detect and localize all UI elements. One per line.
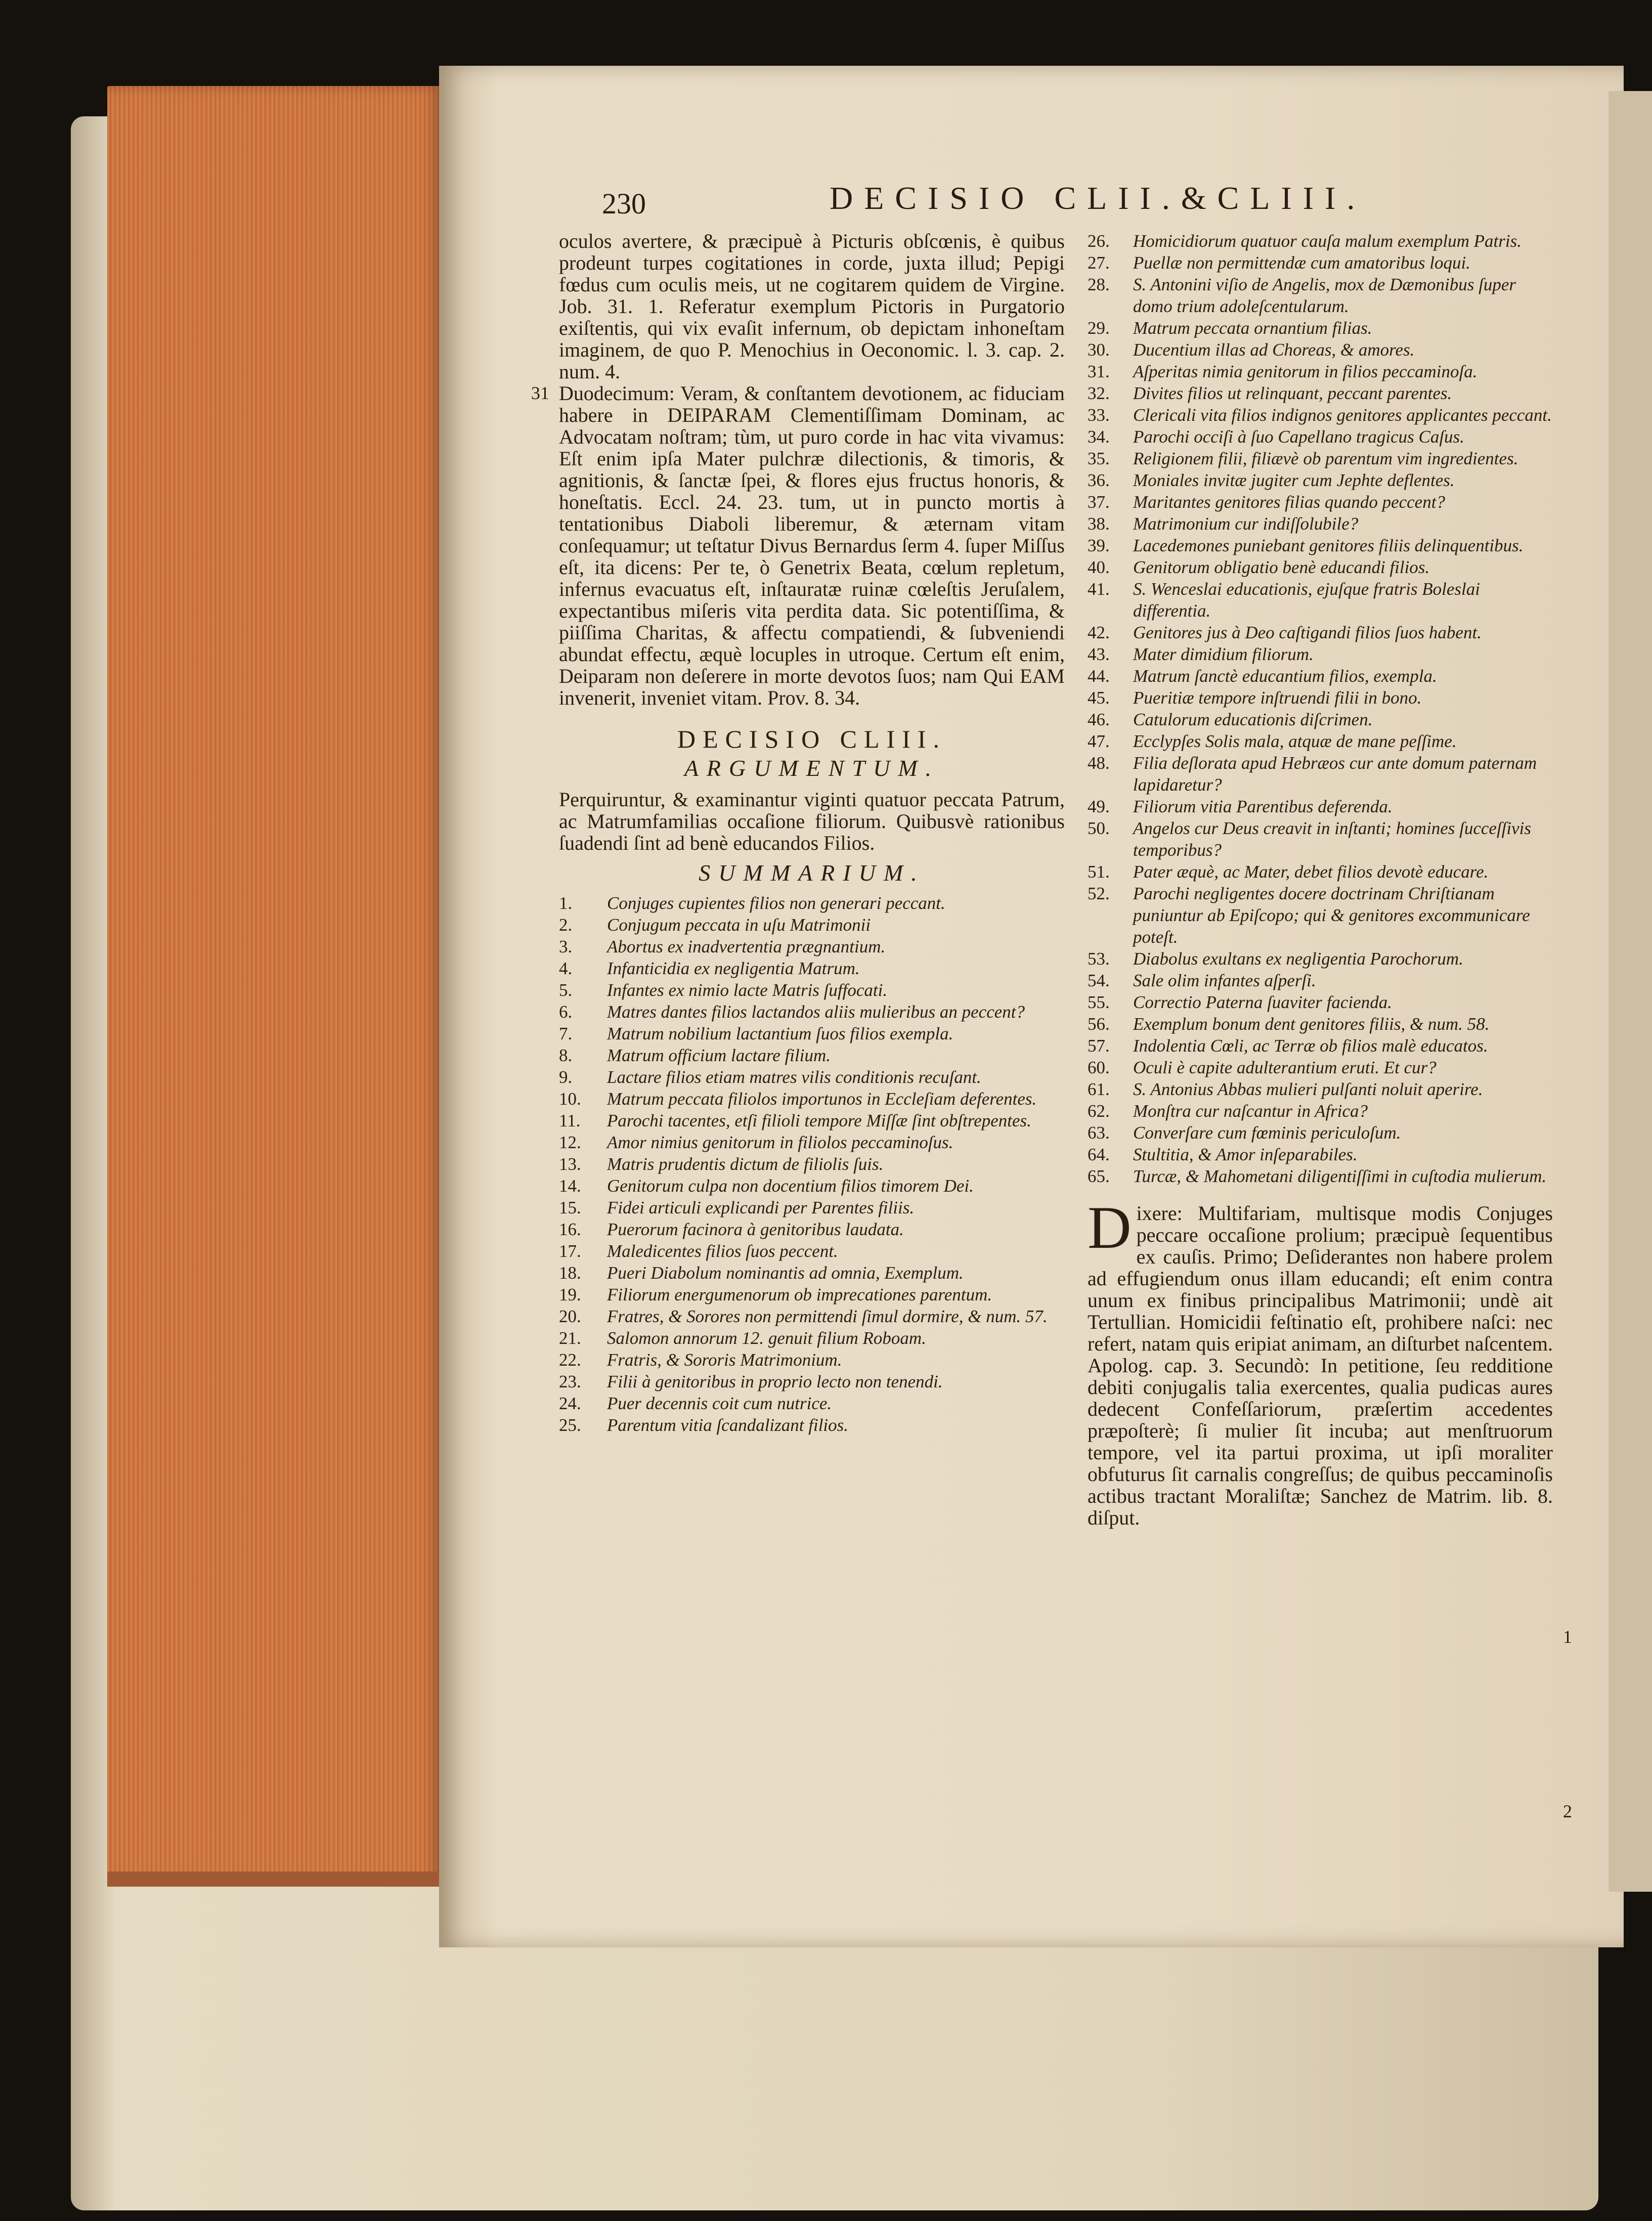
list-item: 65. Turcæ, & Mahometani diligentiſſimi in cuſtodia mulierum.	[1088, 1166, 1547, 1186]
decisio-body-text	[1088, 1194, 1553, 1529]
list-item: 43. Mater dimidium filiorum.	[1088, 644, 1314, 664]
list-item: 3. Abortus ex inadvertentia prægnantium.	[559, 937, 886, 956]
paragraph-number: 31	[531, 383, 549, 403]
list-item: 41. S. Wenceslai educationis, ejuſque fratris Boleslai differentia.	[1088, 579, 1480, 621]
list-item: 9. Lactare filios etiam matres vilis conditionis recuſant.	[559, 1067, 981, 1087]
page-fore-edge	[107, 86, 441, 1887]
list-item: 33. Clericali vita filios indignos genitores applicantes peccant.	[1088, 405, 1552, 425]
fore-edge-bottom	[107, 1871, 441, 1887]
list-item: 39. Lacedemones puniebant genitores filiis delinquentibus.	[1088, 536, 1524, 555]
running-title: DECISIO CLII.&CLIII.	[830, 180, 1366, 216]
list-item: 24. Puer decennis coit cum nutrice.	[559, 1393, 832, 1413]
list-item: 54. Sale olim infantes aſperſi.	[1088, 971, 1316, 990]
page-number: 230	[602, 187, 646, 220]
list-item: 31. Aſperitas nimia genitorum in filios peccaminoſa.	[1088, 362, 1477, 381]
list-item: 30. Ducentium illas ad Choreas, & amores.	[1088, 340, 1415, 360]
list-item: 38. Matrimonium cur indiſſolubile?	[1088, 514, 1359, 534]
summary-list-left	[559, 892, 1065, 1436]
list-item: 51. Pater æquè, ac Mater, debet filios devotè educare.	[1088, 862, 1489, 882]
list-item: 56. Exemplum bonum dent genitores filiis, & num. 58.	[1088, 1014, 1490, 1034]
list-item: 23. Filii à genitoribus in proprio lecto non tenendi.	[559, 1372, 943, 1391]
argumentum-text: Perquiruntur, & examinantur viginti quatuor peccata Patrum, ac Matrumfamilias occaſione filiorum. Quibusvè rationibus ſuadendi ſint ad benè educandos Filios.	[559, 788, 1065, 854]
summary-list-right	[1088, 230, 1553, 1187]
list-item: 25. Parentum vitia ſcandalizant filios.	[559, 1415, 849, 1435]
list-item: 6. Matres dantes filios lactandos aliis mulieribus an peccent?	[559, 1002, 1025, 1022]
list-item: 45. Pueritiæ tempore inſtruendi filii in bono.	[1088, 688, 1422, 708]
left-column	[531, 230, 1065, 1436]
list-item: 10. Matrum peccata filiolos importunos in Eccleſiam deferentes.	[559, 1089, 1037, 1109]
list-item: 52. Parochi negligentes docere doctrinam Chriſtianam puniuntur ab Epiſcopo; qui & genitores excommunicare poteſt.	[1088, 884, 1530, 947]
list-item: 34. Parochi occiſi à ſuo Capellano tragicus Caſus.	[1088, 427, 1464, 447]
summarium-heading: SUMMARIUM.	[699, 860, 925, 886]
list-item: 27. Puellæ non permittendæ cum amatoribus loqui.	[1088, 253, 1470, 273]
list-item: 44. Matrum ſanctè educantium filios, exempla.	[1088, 666, 1437, 686]
list-item: 42. Genitores jus à Deo caſtigandi filios ſuos habent.	[1088, 623, 1482, 642]
list-item: 11. Parochi tacentes, etſi filioli tempore Miſſæ ſint obſtrepentes.	[559, 1111, 1031, 1130]
list-item: 7. Matrum nobilium lactantium ſuos filios exempla.	[559, 1024, 953, 1043]
list-item: 61. S. Antonius Abbas mulieri pulſanti noluit aperire.	[1088, 1079, 1483, 1099]
list-item: 64. Stultitia, & Amor inſeparabiles.	[1088, 1145, 1358, 1164]
drop-cap: D	[1088, 1194, 1132, 1261]
list-item: 35. Religionem filii, filiævè ob parentum vim ingredientes.	[1088, 449, 1518, 468]
list-item: 22. Fratris, & Sororis Matrimonium.	[559, 1350, 842, 1370]
decisio-heading: DECISIO CLIII.	[677, 725, 947, 753]
list-item: 20. Fratres, & Sorores non permittendi ſimul dormire, & num. 57.	[559, 1307, 1048, 1326]
list-item: 2. Conjugum peccata in uſu Matrimonii	[559, 915, 871, 935]
list-item: 15. Fidei articuli explicandi per Parentes filiis.	[559, 1198, 915, 1217]
list-item: 16. Puerorum facinora à genitoribus laudata.	[559, 1220, 904, 1239]
list-item: 46. Catulorum educationis diſcrimen.	[1088, 710, 1373, 729]
list-item: 63. Converſare cum fœminis periculoſum.	[1088, 1123, 1401, 1143]
paragraph-text: Duodecimum: Veram, & conſtantem devotionem, ac fiduciam habere in DEIPARAM Clementiſſimam Dominam, ac Advocatam noſtram; tùm, ut puro corde in hac vita vivamus: Eſt enim ipſa Mater pulchræ dilectionis, & timoris, & agnitionis, & ſanctæ ſpei, & flores ejus fructus honoris, & honeſtatis. Eccl. 24. 23. tum, ut in puncto mortis à tentationibus Diaboli liberemur, & æternam vitam conſequamur; ut teſtatur Divus Bernardus ſerm 4. ſuper Miſſus eſt, ita dicens: Per te, ò Genetrix Beata, cœlum repletum, infernus evacuatus eſt, inſtauratæ ruinæ cœleſtis Jeruſalem, expectantibus miſeris vita perdita data. Sic potentiſſima, & piiſſima Charitas, & affectu compatiendi, & ſubveniendi abundat effectu, æquè locuples in utroque. Certum eſt enim, Deiparam non deſerere in morte devotos ſuos; nam Qui EAM invenerit, inveniet vitam. Prov. 8. 34.	[559, 382, 1065, 709]
list-item: 47. Ecclypſes Solis mala, atquæ de mane peſſime.	[1088, 731, 1457, 751]
list-item: 53. Diabolus exultans ex negligentia Parochorum.	[1088, 949, 1463, 969]
list-item: 1. Conjuges cupientes filios non generari peccant.	[559, 893, 945, 913]
page-header	[602, 180, 1507, 230]
list-item: 32. Divites filios ut relinquant, peccant parentes.	[1088, 383, 1452, 403]
paragraph-31	[531, 382, 1065, 709]
margin-number-2: 2	[1563, 1801, 1572, 1821]
margin-number-1: 1	[1563, 1627, 1572, 1647]
list-item: 18. Pueri Diabolum nominantis ad omnia, Exemplum.	[559, 1263, 964, 1283]
list-item: 17. Maledicentes filios ſuos peccent.	[559, 1241, 838, 1261]
list-item: 37. Maritantes genitores filias quando peccent?	[1088, 492, 1445, 512]
argumentum-heading: ARGUMENTUM.	[684, 755, 940, 781]
next-page-edge	[1608, 91, 1652, 1892]
list-item: 55. Correctio Paterna ſuaviter facienda.	[1088, 992, 1392, 1012]
right-column	[1088, 230, 1553, 1529]
body-text: ixere: Multifariam, multisque modis Conjuges peccare occaſione prolium; præcipuè ſequentibus ex cauſis. Primo; Deſiderantes non habere prolem ad effugiendum onus illam educandi; eſt enim contra unum ex finibus principalibus Matrimonii; undè ait Tertullian. Homicidii feſtinatio eſt, prohibere naſci: nec refert, natam quis eripiat animam, an diſturbet naſcentem. Apolog. cap. 3. Secundò: In petitione, ſeu redditione debiti conjugalis talia exercentes, qualia pudicas aures dedecent Confeſſariorum, præſertim accedentes præpoſterè; ſi mulier ſit incuba; aut menſtruorum tempore, vel ita partui proxima, ut ipſi moraliter obfuturus ſit carnalis congreſſus; de quibus peccaminoſis actibus tractant Moraliſtæ; Sanchez de Matrim. lib. 8. diſput.	[1088, 1202, 1553, 1529]
list-item: 29. Matrum peccata ornantium filias.	[1088, 318, 1372, 338]
list-item: 8. Matrum officium lactare filium.	[559, 1046, 831, 1065]
list-item: 14. Genitorum culpa non docentium filios timorem Dei.	[559, 1176, 974, 1196]
list-item: 60. Oculi è capite adulterantium eruti. Et cur?	[1088, 1058, 1437, 1077]
list-item: 36. Moniales invitæ jugiter cum Jephte deflentes.	[1088, 470, 1455, 490]
list-item: 26. Homicidiorum quatuor cauſa malum exemplum Patris.	[1088, 231, 1521, 251]
list-item: 19. Filiorum energumenorum ob imprecationes parentum.	[559, 1285, 992, 1304]
list-item: 21. Salomon annorum 12. genuit filium Roboam.	[559, 1328, 926, 1348]
list-item: 62. Monſtra cur naſcantur in Africa?	[1088, 1101, 1368, 1121]
list-item: 49. Filiorum vitia Parentibus deferenda.	[1088, 797, 1393, 816]
list-item: 12. Amor nimius genitorum in filiolos peccaminoſus.	[559, 1133, 953, 1152]
list-item: 57. Indolentia Cœli, ac Terræ ob filios malè educatos.	[1088, 1036, 1488, 1056]
list-item: 13. Matris prudentis dictum de filiolis ſuis.	[559, 1154, 884, 1174]
list-item: 5. Infantes ex nimio lacte Matris ſuffocati.	[559, 980, 888, 1000]
list-item: 4. Infanticidia ex negligentia Matrum.	[559, 959, 860, 978]
list-item: 28. S. Antonini viſio de Angelis, mox de Dæmonibus ſuper domo trium adoleſcentularum.	[1088, 275, 1516, 316]
list-item: 50. Angelos cur Deus creavit in inſtanti; homines ſucceſſivis temporibus?	[1088, 818, 1532, 860]
list-item: 40. Genitorum obligatio benè educandi filios.	[1088, 557, 1430, 577]
paragraph-continuation: oculos avertere, & præcipuè à Picturis obſcœnis, è quibus prodeunt turpes cogitationes in corde, juxta illud; Pepigi fœdus cum oculis meis, ut ne cogitarem quidem de Virgine. Job. 31. 1. Referatur exemplum Pictoris in Purgatorio exiſtentis, qui vix evaſit infernum, ob depictam inhoneſtam imaginem, de quo P. Menochius in Oeconomic. l. 3. cap. 2. num. 4.	[559, 230, 1065, 383]
list-item: 48. Filia deſlorata apud Hebræos cur ante domum paternam lapidaretur?	[1088, 753, 1537, 795]
